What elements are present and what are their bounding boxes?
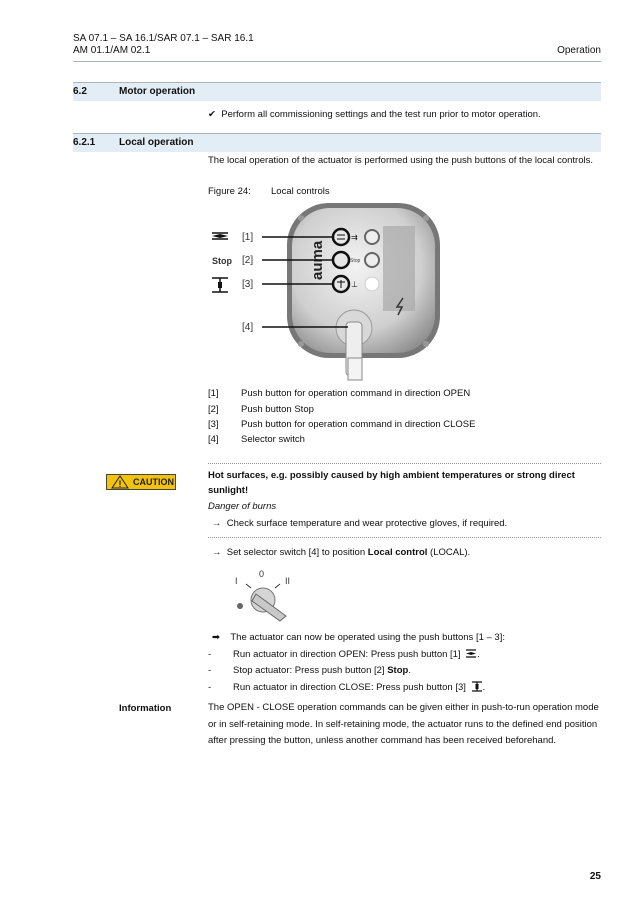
screw-icon xyxy=(423,341,429,347)
indicator-lamp xyxy=(365,277,379,291)
legend-number: [2] xyxy=(208,404,219,415)
list-item-text xyxy=(233,663,411,678)
legend-text: Push button Stop xyxy=(241,404,314,415)
callout-label: [1] xyxy=(242,232,254,243)
legend-text: Push button for operation command in direction OPEN xyxy=(241,388,471,399)
item-text: Stop actuator: Press push button [2] xyxy=(233,665,388,676)
selector-switch-figure xyxy=(228,566,298,622)
section-6-2-1-heading xyxy=(73,133,601,152)
information-text: The OPEN - CLOSE operation commands can be given either in push-to-run operation mode or in self-retaining mode. In self-retaining mode, the actuator runs to the defined end position after pressing the button, unless another command has been received beforehand. xyxy=(208,702,599,746)
close-mark-icon: ⊥ xyxy=(351,280,358,289)
indicator-lamp xyxy=(365,230,379,244)
section-number: 6.2.1 xyxy=(73,137,96,148)
commissioning-step xyxy=(208,107,603,122)
callout-label: [2] xyxy=(242,255,254,266)
legend-number: [3] xyxy=(208,419,219,430)
legend-text: Push button for operation command in direction CLOSE xyxy=(241,419,476,430)
intro-paragraph: The local operation of the actuator is performed using the push buttons of the local controls. xyxy=(208,155,593,166)
legend-text: Selector switch xyxy=(241,434,305,445)
legend-number: [1] xyxy=(208,388,219,399)
item-text: . xyxy=(408,665,411,676)
result-arrow-icon: ➡ xyxy=(212,632,220,643)
legend-number: [4] xyxy=(208,434,219,445)
stop-label: Stop xyxy=(212,256,232,266)
open-push-button xyxy=(333,229,349,245)
bullet-dash: - xyxy=(208,649,212,660)
label-panel xyxy=(383,226,415,311)
close-symbol-icon xyxy=(471,681,483,692)
caution-action-text: Check surface temperature and wear protective gloves, if required. xyxy=(226,518,508,529)
item-text: Run actuator in direction OPEN: Press push button [1] xyxy=(233,649,464,660)
screw-icon xyxy=(298,341,304,347)
header-rule xyxy=(73,61,601,62)
tick-line xyxy=(246,584,251,588)
caution-badge xyxy=(106,474,176,490)
check-icon: ✔ xyxy=(208,109,216,120)
screw-icon xyxy=(298,215,304,221)
bullet-dash: - xyxy=(208,682,212,693)
position-off-label: 0 xyxy=(259,569,265,579)
open-symbol-icon xyxy=(465,648,477,659)
selector-step xyxy=(208,545,603,560)
caution-danger: Danger of burns xyxy=(208,501,277,512)
open-arrow-icon xyxy=(212,234,228,238)
callout-label: [3] xyxy=(242,279,254,290)
step-text: (LOCAL). xyxy=(427,547,471,558)
list-item-text xyxy=(233,647,480,662)
bullet-dash: - xyxy=(208,665,212,676)
section-number: 6.2 xyxy=(73,86,87,97)
item-bold: Stop xyxy=(387,665,409,676)
document-header xyxy=(73,33,254,57)
header-models: SA 07.1 – SA 16.1/SAR 07.1 – SAR 16.1 xyxy=(73,33,254,44)
selector-key xyxy=(348,358,362,380)
indicator-lamp xyxy=(365,253,379,267)
step-text: Perform all commissioning settings and the test run prior to motor operation. xyxy=(221,109,541,120)
open-mark-icon: ⇉ xyxy=(351,233,358,242)
result-line xyxy=(208,630,603,645)
callout-label: [4] xyxy=(242,322,254,333)
figure-label: Figure 24: xyxy=(208,186,251,197)
brand-logo: auma xyxy=(309,240,326,280)
screw-icon xyxy=(423,215,429,221)
list-item-text xyxy=(233,680,485,695)
arrow-icon: → xyxy=(212,547,222,558)
arrow-icon: → xyxy=(212,518,222,529)
local-controls-figure xyxy=(200,198,445,383)
step-bold: Local control xyxy=(367,547,428,558)
item-text: Run actuator in direction CLOSE: Press push button [3] xyxy=(233,682,469,693)
section-title: Local operation xyxy=(119,137,194,148)
tick-line xyxy=(275,584,280,588)
header-section: Operation xyxy=(557,45,601,56)
item-text: . xyxy=(477,649,480,660)
caution-label: CAUTION xyxy=(133,477,174,487)
figure-caption xyxy=(208,184,603,199)
caution-title: Hot surfaces, e.g. possibly caused by high ambient temperatures or strong direct sunlight! xyxy=(208,470,575,496)
figure-title: Local controls xyxy=(271,186,330,197)
item-text: . xyxy=(482,682,486,693)
divider xyxy=(208,463,601,464)
page-number: 25 xyxy=(589,871,601,882)
stop-small-label: Stop xyxy=(350,258,361,264)
section-6-2-heading xyxy=(73,82,601,101)
position-local-label: I xyxy=(235,576,238,586)
caution-action xyxy=(208,516,603,531)
svg-text:!: ! xyxy=(118,479,122,489)
step-text: Set selector switch [4] to position xyxy=(226,547,368,558)
divider xyxy=(208,537,601,538)
warning-icon xyxy=(111,475,129,489)
stop-push-button xyxy=(333,252,349,268)
position-remote-label: II xyxy=(285,576,291,586)
close-arrow-icon xyxy=(218,282,222,288)
led-icon xyxy=(237,603,243,609)
header-controls: AM 01.1/AM 02.1 xyxy=(73,45,151,56)
result-text: The actuator can now be operated using the push buttons [1 – 3]: xyxy=(230,632,505,643)
section-title: Motor operation xyxy=(119,86,196,97)
information-label: Information xyxy=(119,703,172,714)
